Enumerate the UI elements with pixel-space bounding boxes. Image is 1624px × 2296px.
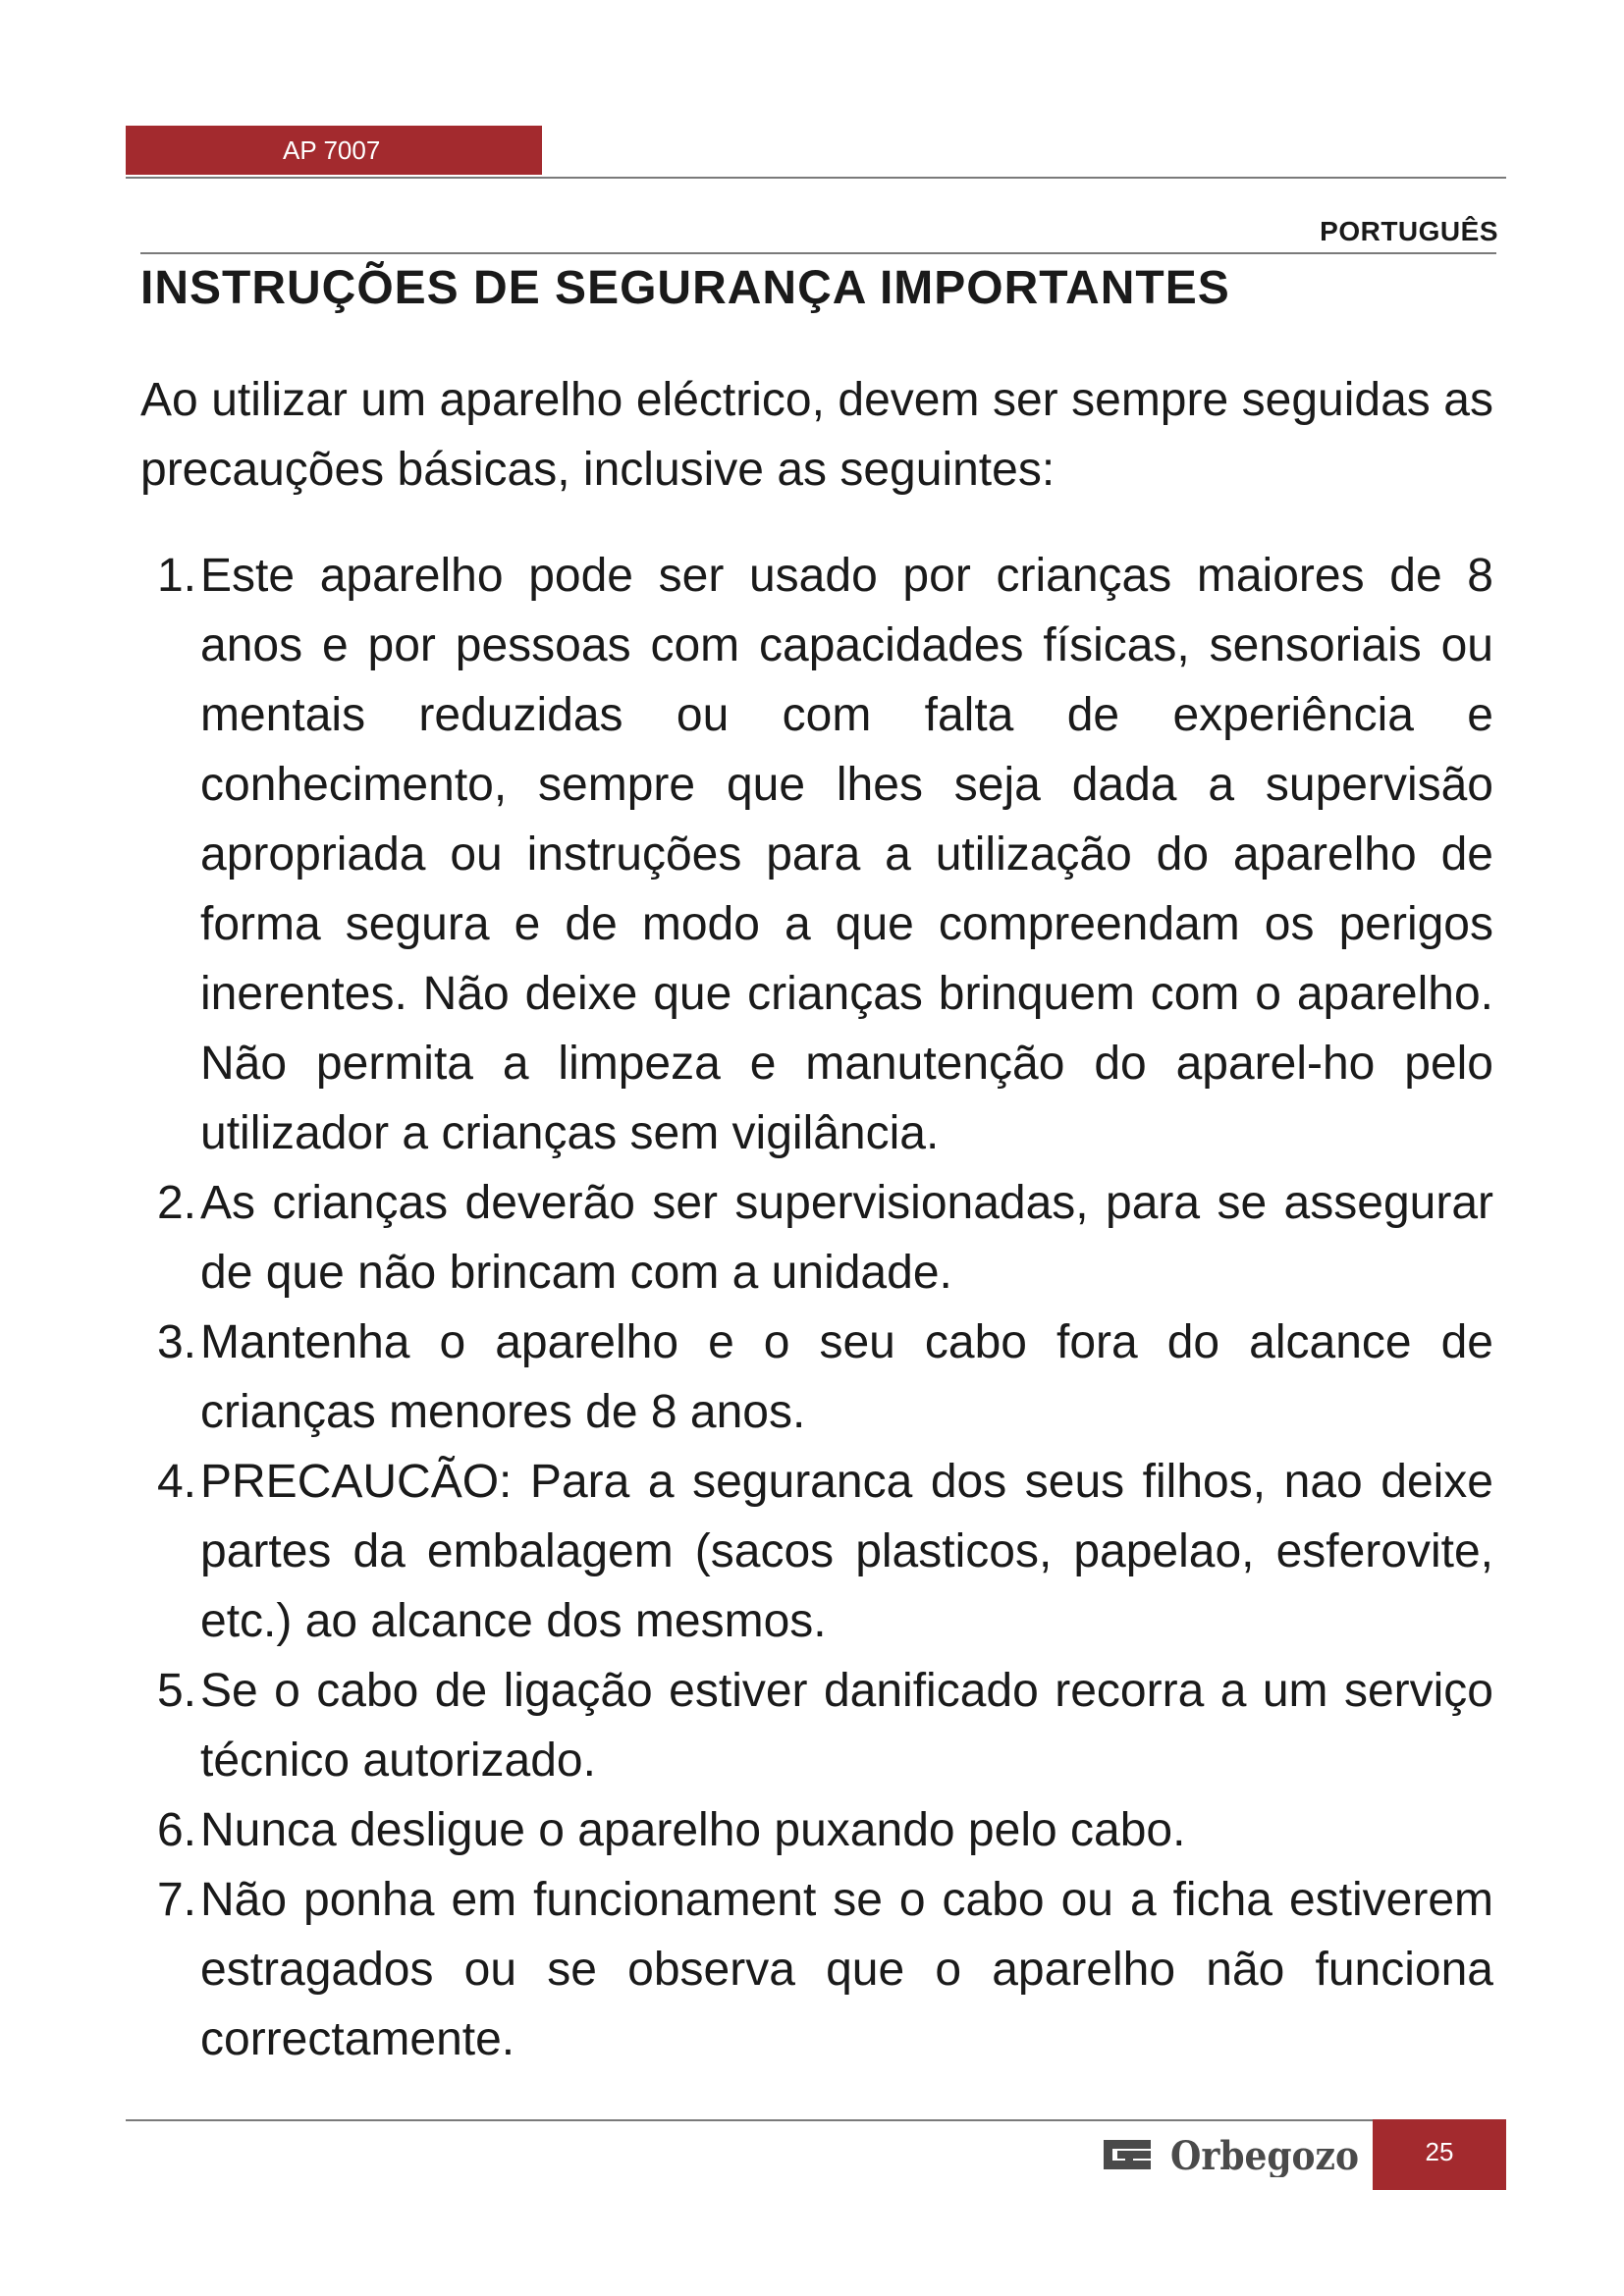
page-content [140, 365, 1493, 2074]
list-item-number: 4. [156, 1456, 196, 1508]
page-title: INSTRUÇÕES DE SEGURANÇA IMPORTANTES [140, 262, 1230, 314]
safety-list [140, 541, 1493, 2074]
list-item [140, 541, 1493, 1168]
language-rule [140, 252, 1496, 254]
list-item-text: Se o cabo de ligação estiver danificado recorra a um serviço técnico autorizado. [200, 1665, 1493, 1787]
page-number-box [1373, 2119, 1506, 2190]
brand-name: Orbegozo [1170, 2133, 1359, 2177]
list-item [140, 1795, 1493, 1865]
list-item-number: 2. [156, 1177, 196, 1229]
list-item-text: Mantenha o aparelho e o seu cabo fora do alcance de crianças menores de 8 anos. [200, 1316, 1493, 1438]
list-item-number: 1. [156, 550, 196, 602]
header-rule [126, 177, 1506, 179]
list-item [140, 1447, 1493, 1656]
list-item-text: Este aparelho pode ser usado por crianças maiores de 8 anos e por pessoas com capacidades físicas, sensoriais ou mentais reduzidas ou com falta de experiência e conhecimento, sempre que lhes seja dada a supervisão apropriada ou instruções para a utilização do aparelho de forma segura e de modo a que compreendam os perigos inerentes. Não deixe que crianças brinquem com o aparelho. Não permita a limpeza e manutenção do aparel-ho pelo utilizador a crianças sem vigilância. [200, 550, 1493, 1159]
list-item-number: 7. [156, 1874, 196, 1926]
list-item-number: 3. [156, 1316, 196, 1368]
model-label: AP 7007 [283, 135, 381, 165]
list-item [140, 1308, 1493, 1447]
list-item [140, 1865, 1493, 2074]
list-item-text: Nunca desligue o aparelho puxando pelo cabo. [200, 1804, 1186, 1856]
list-item-text: Não ponha em funcionament se o cabo ou a ficha estiverem estragados ou se observa que o aparelho não funciona correctamente. [200, 1874, 1493, 2065]
list-item-number: 6. [156, 1804, 196, 1856]
page-number: 25 [1425, 2137, 1454, 2166]
language-label: PORTUGUÊS [1320, 216, 1498, 246]
list-item-text: As crianças deverão ser supervisionadas, para se assegurar de que não brincam com a unidade. [200, 1177, 1493, 1299]
list-item [140, 1656, 1493, 1795]
footer-rule [126, 2119, 1373, 2121]
list-item-number: 5. [156, 1665, 196, 1717]
list-item-text: PRECAUCÃO: Para a seguranca dos seus filhos, nao deixe partes da embalagem (sacos plasticos, papelao, esferovite, etc.) ao alcance dos mesmos. [200, 1456, 1493, 1647]
intro-paragraph: Ao utilizar um aparelho eléctrico, devem ser sempre seguidas as precauções básicas, inclusive as seguintes: [140, 374, 1493, 496]
list-item [140, 1168, 1493, 1308]
orbegozo-logo-icon [1104, 2132, 1361, 2177]
model-tab [126, 126, 542, 175]
